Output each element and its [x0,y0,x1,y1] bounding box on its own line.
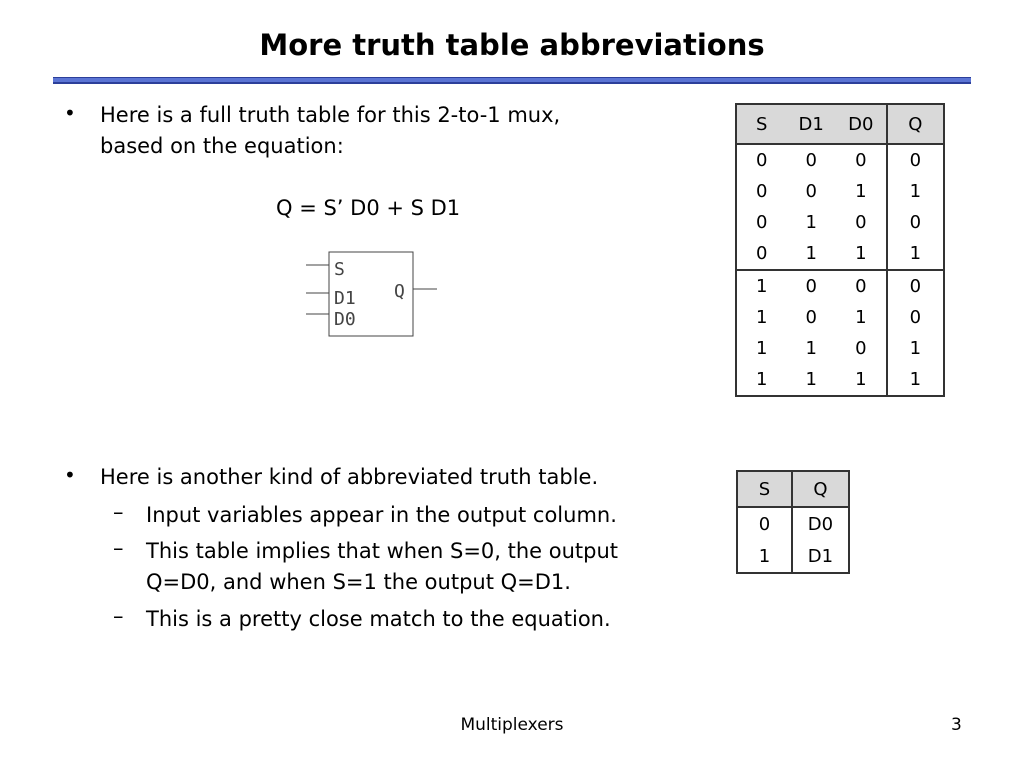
table-cell: 1 [836,302,887,333]
abbreviated-truth-table [736,470,850,574]
mux-equation: Q = S’ D0 + S D1 [276,196,461,220]
full-truth-table [735,103,945,397]
sub-bullet-dash: – [113,500,124,524]
slide-title: More truth table abbreviations [259,28,765,62]
sub-bullet-dash: – [113,536,124,560]
mux-label-q: Q [394,281,405,302]
table-cell: 1 [909,181,922,202]
table-cell: 1 [909,369,922,390]
table-cell: 1 [836,364,887,396]
header-q: Q [887,104,944,144]
table-cell: 1 [805,212,817,233]
table-cell: 1 [736,270,786,302]
table-cell: 0 [805,307,817,328]
sub-bullet-dash: – [113,604,124,628]
bullet-1-line-2: based on the equation: [100,134,344,158]
table-cell: 0 [836,207,887,238]
table-row [736,144,944,176]
table-row [736,270,944,302]
table-cell: 0 [755,181,768,202]
header-d0: D0 [836,104,887,144]
header-s: S [736,104,786,144]
sub-bullet-3: This is a pretty close match to the equation. [146,607,611,631]
table-cell: 1 [836,238,887,270]
table-cell: 0 [909,212,922,233]
table-cell: 1 [737,540,792,573]
table-cell: 0 [805,181,817,202]
table-cell: 0 [836,333,887,364]
mux-label-s: S [334,259,345,280]
table-cell: 0 [755,150,768,171]
table-cell: 0 [755,212,768,233]
header-q: Q [792,471,849,507]
table-cell: 1 [805,243,817,264]
page-number: 3 [951,715,962,735]
table-cell: 0 [737,507,792,540]
footer-title: Multiplexers [460,715,564,735]
sub-bullet-2-line-1: This table implies that when S=0, the output [146,539,619,563]
table-cell: 0 [909,150,922,171]
table-row [736,302,944,333]
table-cell: 0 [909,307,922,328]
table-cell: 0 [805,150,817,171]
table-cell: 1 [836,176,887,207]
table-cell: 0 [836,270,887,302]
table-cell: 1 [805,369,817,390]
bullet-dot: • [64,463,76,487]
table-row [737,540,849,573]
mux-label-d1: D1 [334,288,356,309]
table-cell: D0 [807,513,834,535]
table-row [736,364,944,396]
table-cell: 0 [887,270,944,302]
table-cell: 0 [786,270,836,302]
table-cell: 1 [909,338,922,359]
table-cell: 1 [755,338,768,359]
bullet-dot: • [64,101,76,125]
table-cell: 1 [909,243,922,264]
table-row [736,207,944,238]
table-row [736,333,944,364]
table-cell: 1 [755,307,768,328]
table-cell: 1 [755,369,768,390]
table-row [736,176,944,207]
table-cell: D1 [807,545,834,567]
bullet-2-text: Here is another kind of abbreviated truth table. [100,465,599,489]
table-row [737,507,849,540]
table-header-row [737,471,849,507]
header-d1: D1 [786,104,836,144]
bullet-1-text [100,100,560,162]
header-s: S [737,471,792,507]
bullet-1-line-1: Here is a full truth table for this 2-to-1 mux, [100,103,561,127]
mux-label-d0: D0 [334,309,356,330]
table-cell: 0 [836,144,887,176]
table-row [736,238,944,270]
sub-bullet-2-line-2: Q=D0, and when S=1 the output Q=D1. [146,570,571,594]
table-cell: 1 [805,338,817,359]
title-divider [53,77,971,84]
mux-symbol [300,248,450,343]
sub-bullet-1: Input variables appear in the output column. [146,503,617,527]
table-cell: 0 [755,243,768,264]
table-header-row [736,104,944,144]
